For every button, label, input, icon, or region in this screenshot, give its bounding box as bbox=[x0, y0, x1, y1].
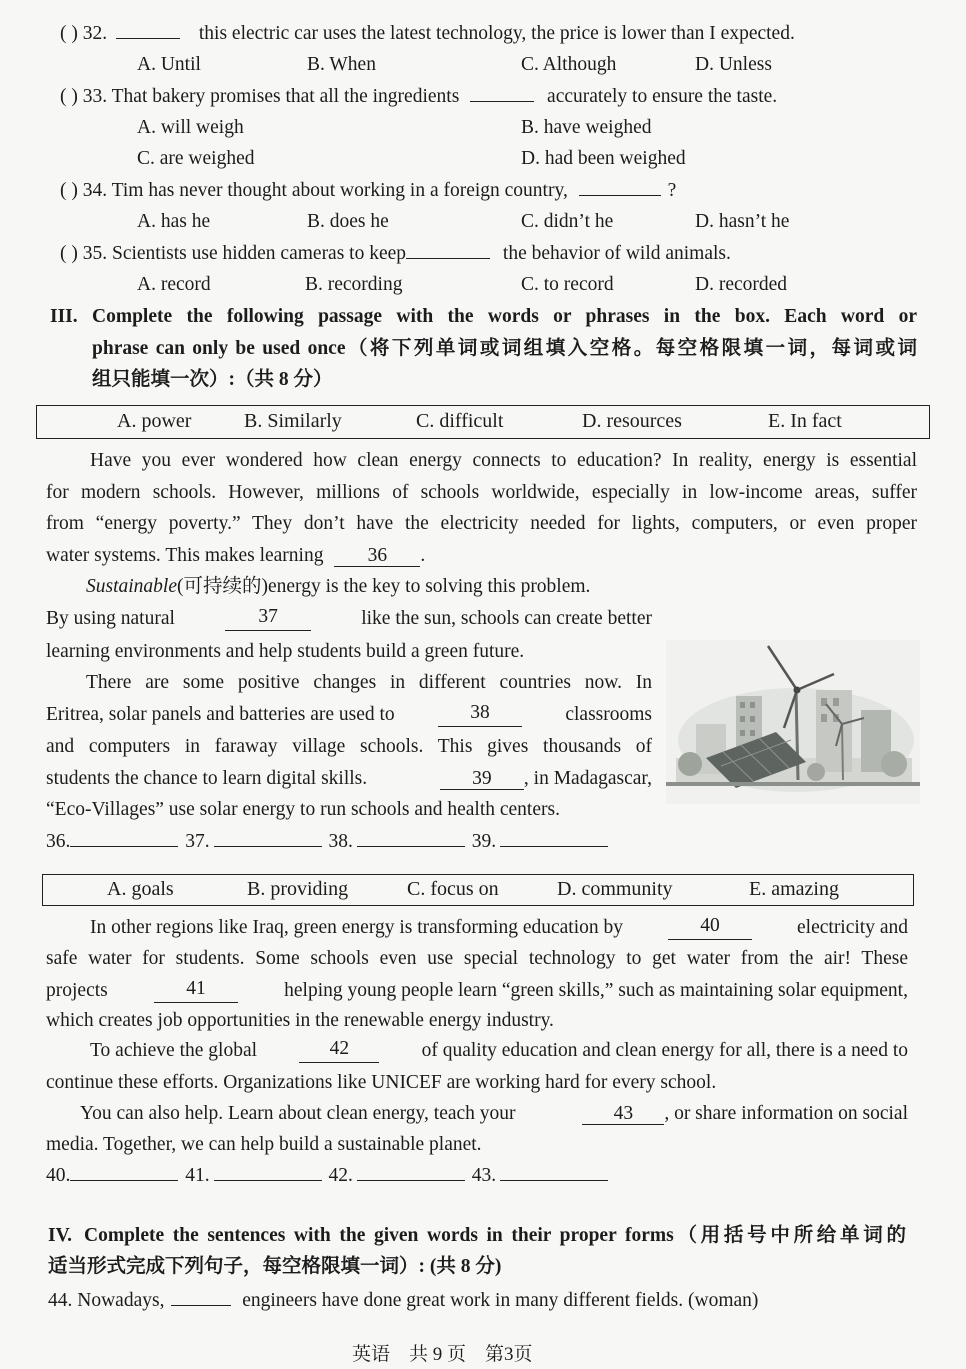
passage-2-line: In other regions like Iraq, green energy is transforming education by 40 electricity and bbox=[90, 915, 908, 938]
answer-38[interactable] bbox=[357, 846, 465, 847]
q44-blank[interactable] bbox=[171, 1305, 231, 1306]
clean-energy-illustration bbox=[666, 640, 920, 804]
word-box-2-item: E. amazing bbox=[749, 878, 839, 900]
section-4-numeral: IV. bbox=[48, 1225, 73, 1246]
passage-1-line: Sustainable(可持续的)energy is the key to solving this problem. bbox=[86, 576, 591, 597]
word-box-2-item: D. community bbox=[557, 878, 673, 900]
blank-43[interactable]: 43 bbox=[582, 1104, 664, 1125]
section-3-instruction-line-2: phrase can only be used once（将下列单词或词组填入空格。每空格限填一词，每词或词 bbox=[92, 338, 917, 359]
q32-option-c[interactable]: C. Although bbox=[521, 54, 617, 75]
q32-option-b[interactable]: B. When bbox=[307, 54, 376, 75]
word-box-1-item: D. resources bbox=[582, 410, 682, 432]
passage-2-line: To achieve the global 42 of quality education and clean energy for all, there is a need to bbox=[90, 1038, 908, 1061]
passage-1-line: learning environments and help students build a green future. bbox=[46, 641, 525, 662]
q32-blank[interactable] bbox=[116, 38, 180, 39]
word-box-1-item: C. difficult bbox=[416, 410, 504, 432]
blank-41[interactable]: 41 bbox=[154, 979, 238, 1003]
passage-2-line: media. Together, we can help build a sustainable planet. bbox=[46, 1134, 482, 1155]
answer-36[interactable] bbox=[70, 846, 178, 847]
q33-option-c[interactable]: C. are weighed bbox=[137, 148, 255, 169]
question-44: 44. Nowadays, engineers have done great work in many different fields. (woman) bbox=[48, 1290, 759, 1311]
passage-2-line: safe water for students. Some schools even use special technology to get water from the air! These bbox=[46, 948, 908, 969]
section-4-instruction-line-2: 适当形式完成下列句子，每空格限填一词）: (共 8 分) bbox=[48, 1256, 502, 1277]
passage-1-line: for modern schools. However, millions of schools worldwide, especially in low-income areas, suffer bbox=[46, 482, 917, 503]
word-box-1-item: A. power bbox=[117, 410, 192, 432]
q33-option-b[interactable]: B. have weighed bbox=[521, 117, 652, 138]
passage-2-line: You can also help. Learn about clean energy, teach your 43 , or share information on social bbox=[80, 1103, 908, 1124]
question-34 bbox=[60, 179, 676, 203]
q35-option-a[interactable]: A. record bbox=[137, 274, 211, 295]
answer-39[interactable] bbox=[500, 846, 608, 847]
word-box-2-item: C. focus on bbox=[407, 878, 499, 900]
q33-option-a[interactable]: A. will weigh bbox=[137, 117, 244, 138]
q33-stem-post: accurately to ensure the taste. bbox=[547, 86, 778, 107]
blank-42[interactable]: 42 bbox=[299, 1039, 379, 1063]
passage-1-line: water systems. This makes learning 36 . bbox=[46, 545, 426, 566]
passage-2-line: projects 41 helping young people learn “green skills,” such as maintaining solar equipment, bbox=[46, 978, 908, 1001]
q35-option-b[interactable]: B. recording bbox=[305, 274, 403, 295]
q34-option-b[interactable]: B. does he bbox=[307, 211, 389, 232]
q34-option-c[interactable]: C. didn’t he bbox=[521, 211, 614, 232]
blank-37[interactable]: 37 bbox=[225, 607, 311, 631]
blank-36[interactable]: 36 bbox=[334, 546, 420, 567]
question-32 bbox=[60, 22, 795, 46]
answer-42[interactable] bbox=[357, 1180, 465, 1181]
passage-1-line: from “energy poverty.” They don’t have the electricity needed for lights, computers, or even proper bbox=[46, 513, 917, 534]
passage-1-line: Eritrea, solar panels and batteries are used to 38 classrooms bbox=[46, 702, 652, 725]
word-box-2-item: A. goals bbox=[107, 878, 174, 900]
question-35 bbox=[60, 242, 731, 266]
q35-option-c[interactable]: C. to record bbox=[521, 274, 614, 295]
word-box-2 bbox=[42, 874, 914, 906]
q34-option-d[interactable]: D. hasn’t he bbox=[695, 211, 790, 232]
section-3-instruction-line-1: Complete the following passage with the words or phrases in the box. Each word or bbox=[92, 306, 917, 327]
sustainable-italic: Sustainable bbox=[86, 576, 177, 597]
answer-43[interactable] bbox=[500, 1180, 608, 1181]
q34-stem-post: ? bbox=[667, 180, 677, 201]
q33-stem-pre: ( ) 33. That bakery promises that all the ingredients bbox=[60, 86, 460, 107]
passage-1-line: students the chance to learn digital skills. 39 , in Madagascar, bbox=[46, 768, 652, 789]
section-3-instruction-line-3: 组只能填一次）:（共 8 分） bbox=[92, 369, 333, 390]
page-footer: 英语 共 9 页 第3页 bbox=[352, 1344, 533, 1365]
q32-stem-post: this electric car uses the latest technology, the price is lower than I expected. bbox=[198, 23, 795, 44]
answer-41[interactable] bbox=[214, 1180, 322, 1181]
word-box-1-item: E. In fact bbox=[768, 410, 842, 432]
answer-40[interactable] bbox=[70, 1180, 178, 1181]
blank-40[interactable]: 40 bbox=[668, 916, 752, 940]
q34-option-a[interactable]: A. has he bbox=[137, 211, 211, 232]
q35-stem-pre: ( ) 35. Scientists use hidden cameras to keep bbox=[60, 243, 407, 264]
q34-blank[interactable] bbox=[579, 195, 661, 196]
blank-39[interactable]: 39 bbox=[440, 769, 524, 790]
passage-2-line: continue these efforts. Organizations like UNICEF are working hard for every school. bbox=[46, 1072, 717, 1093]
blank-38[interactable]: 38 bbox=[438, 703, 522, 727]
q35-option-d[interactable]: D. recorded bbox=[695, 274, 788, 295]
passage-2-line: which creates job opportunities in the renewable energy industry. bbox=[46, 1010, 554, 1031]
question-33 bbox=[60, 85, 777, 109]
q33-blank[interactable] bbox=[470, 101, 534, 102]
passage-1-line: By using natural 37 like the sun, schools can create better bbox=[46, 606, 652, 629]
q35-blank[interactable] bbox=[406, 258, 490, 259]
q33-option-d[interactable]: D. had been weighed bbox=[521, 148, 686, 169]
q34-stem-pre: ( ) 34. Tim has never thought about working in a foreign country, bbox=[60, 180, 568, 201]
passage-1-line: Have you ever wondered how clean energy connects to education? In reality, energy is essential bbox=[90, 450, 917, 471]
section-4-instruction-line-1: Complete the sentences with the given words in their proper forms（用括号中所给单词的 bbox=[84, 1225, 906, 1246]
section-3-numeral: III. bbox=[50, 306, 78, 327]
passage-1-line: “Eco-Villages” use solar energy to run schools and health centers. bbox=[46, 799, 560, 820]
word-box-1-item: B. Similarly bbox=[244, 410, 342, 432]
answer-lines-36-39: 36. 37. 38. 39. bbox=[46, 830, 608, 854]
answer-lines-40-43: 40. 41. 42. 43. bbox=[46, 1164, 608, 1188]
passage-1-line: There are some positive changes in different countries now. In bbox=[86, 672, 652, 693]
word-box-1 bbox=[36, 405, 930, 439]
q35-stem-post: the behavior of wild animals. bbox=[502, 243, 731, 264]
q32-option-a[interactable]: A. Until bbox=[137, 54, 201, 75]
answer-37[interactable] bbox=[214, 846, 322, 847]
passage-1-line: and computers in faraway village schools. This gives thousands of bbox=[46, 736, 652, 757]
q32-option-d[interactable]: D. Unless bbox=[695, 54, 772, 75]
word-box-2-item: B. providing bbox=[247, 878, 349, 900]
q32-stem-pre: ( ) 32. bbox=[60, 23, 108, 44]
